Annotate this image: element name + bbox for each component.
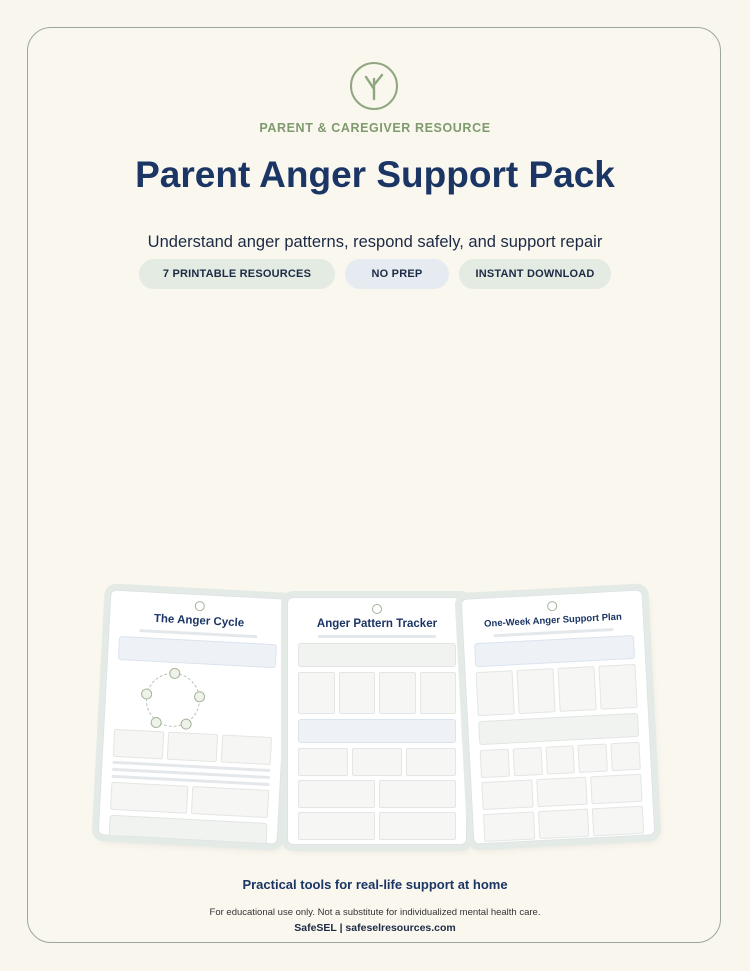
preview-title: One-Week Anger Support Plan [483, 611, 623, 630]
page-subtitle: Understand anger patterns, respond safely, and support repair [147, 233, 603, 251]
footer-disclaimer: For educational use only. Not a substitute for individualized mental health care. [209, 907, 541, 918]
preview-anger-pattern-tracker [287, 597, 467, 845]
badge-printable-resources: 7 PRINTABLE RESOURCES [139, 259, 335, 289]
footer-tagline: Practical tools for real-life support at home [242, 877, 508, 892]
cycle-diagram [114, 665, 275, 733]
page-title: Parent Anger Support Pack [135, 154, 615, 195]
footer-brand: SafeSEL | safeselresources.com [294, 922, 456, 934]
eyebrow-label: PARENT & CAREGIVER RESOURCE [259, 121, 491, 135]
badge-instant-download: INSTANT DOWNLOAD [459, 259, 611, 289]
sprout-icon [195, 601, 206, 612]
sprout-icon [547, 601, 558, 612]
preview-title: Anger Pattern Tracker [316, 618, 438, 630]
preview-one-week-plan [461, 589, 656, 844]
preview-anger-cycle [98, 589, 291, 844]
badge-no-prep: NO PREP [345, 259, 449, 289]
preview-title: The Anger Cycle [153, 612, 245, 630]
sprout-icon [372, 604, 382, 614]
